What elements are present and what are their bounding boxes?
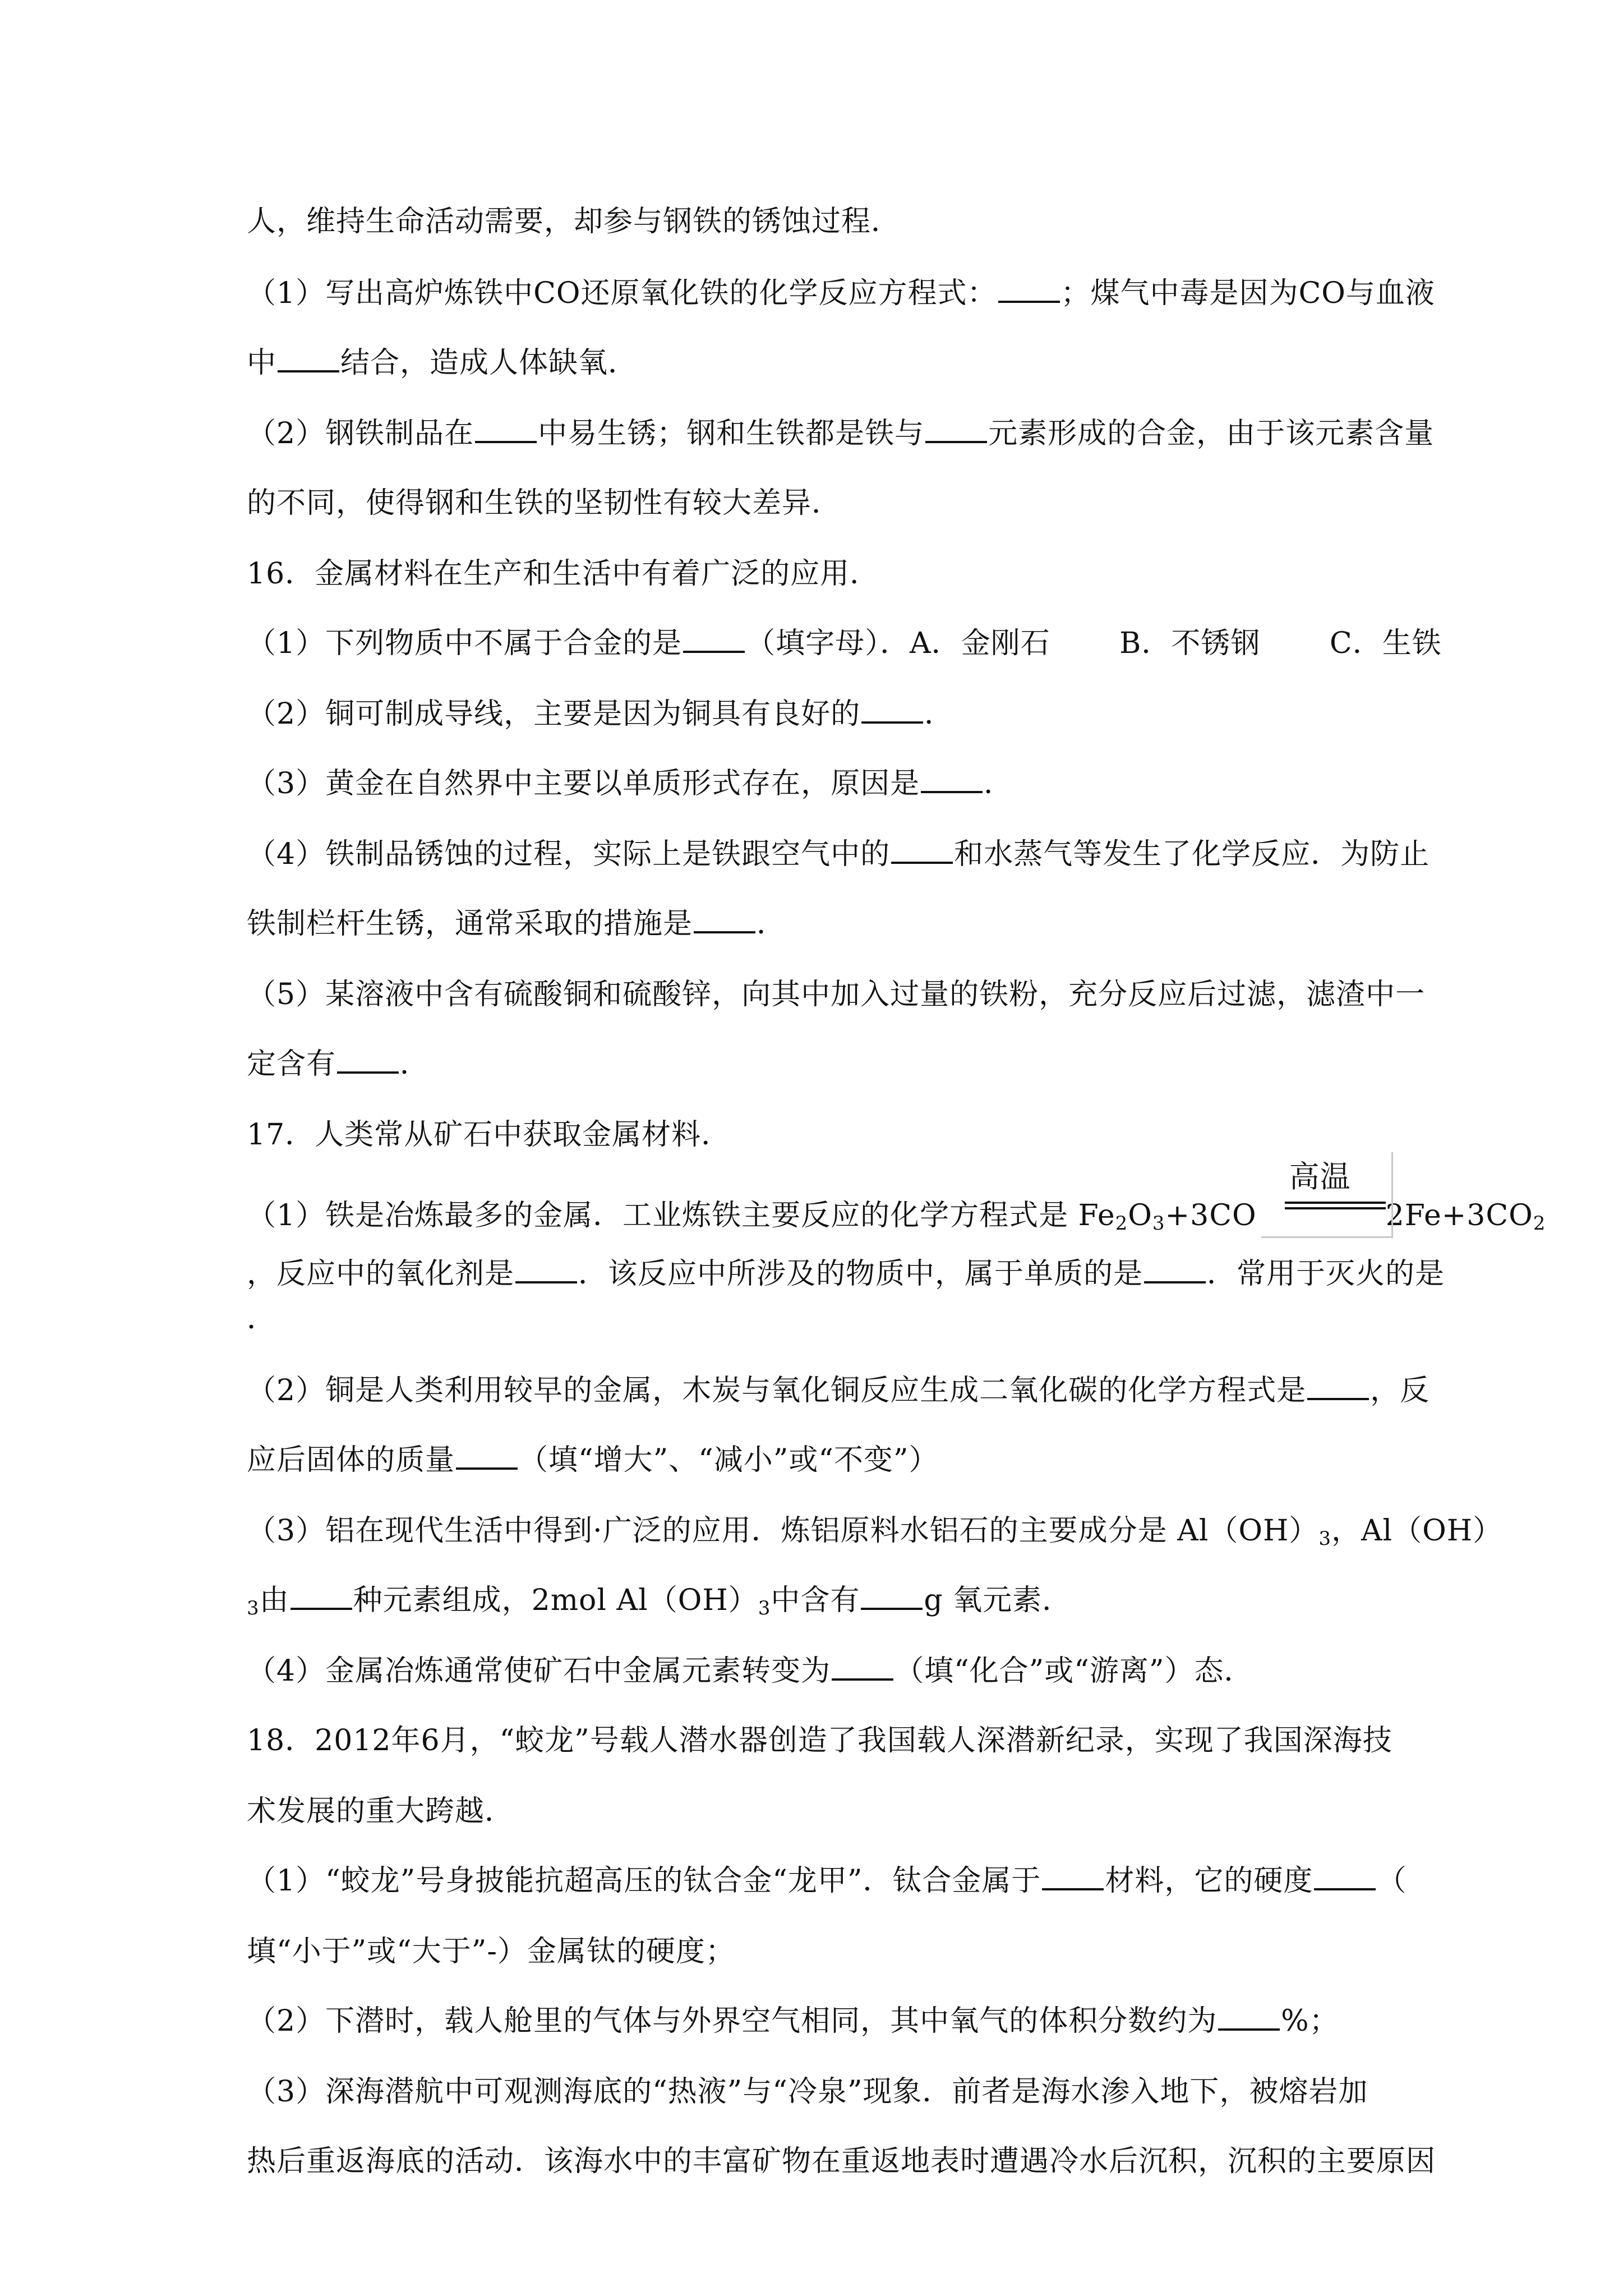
text-line bbox=[247, 274, 1435, 313]
condition-label: 高温 bbox=[1289, 1159, 1351, 1194]
answer-blank[interactable] bbox=[515, 1259, 577, 1283]
text: 中 bbox=[247, 346, 277, 380]
text: （填“增大”、“减小”或“不变”） bbox=[519, 1443, 939, 1477]
text: ． bbox=[757, 907, 787, 941]
text-line bbox=[247, 484, 1391, 523]
text: 术发展的重大跨越． bbox=[247, 1795, 515, 1828]
text-line bbox=[247, 202, 1391, 241]
text-line bbox=[247, 2142, 1436, 2181]
answer-blank[interactable] bbox=[891, 839, 953, 864]
text: 的不同，使得钢和生铁的坚韧性有较大差异． bbox=[247, 486, 842, 520]
answer-blank[interactable] bbox=[475, 418, 537, 443]
answer-blank[interactable] bbox=[1042, 1866, 1104, 1890]
answer-blank[interactable] bbox=[1144, 1259, 1206, 1283]
answer-blank[interactable] bbox=[291, 1585, 352, 1610]
text: （3）深海潜航中可观测海底的“热液”与“冷泉”现象．前者是海水渗入地下，被熔岩加 bbox=[247, 2075, 1368, 2109]
answer-blank[interactable] bbox=[998, 278, 1060, 303]
subscript: 3 bbox=[1152, 1212, 1165, 1235]
text: （2）铜可制成导线，主要是因为铜具有良好的 bbox=[247, 697, 861, 731]
text: （ bbox=[1377, 1864, 1407, 1898]
text: O bbox=[1128, 1199, 1152, 1232]
text: 2Fe+3CO bbox=[1385, 1199, 1533, 1232]
text-line bbox=[247, 343, 1391, 383]
text: （2）铜是人类利用较早的金属，木炭与氧化铜反应生成二氧化碳的化学方程式是 bbox=[247, 1374, 1307, 1407]
answer-blank[interactable] bbox=[861, 1585, 923, 1610]
text: 和水蒸气等发生了化学反应．为防止 bbox=[954, 838, 1430, 871]
answer-blank[interactable] bbox=[861, 699, 923, 724]
text: 定含有 bbox=[247, 1047, 336, 1081]
text: ．常用于灭火的是 bbox=[1207, 1257, 1445, 1291]
answer-blank[interactable] bbox=[1218, 2006, 1280, 2031]
text: ，反 bbox=[1370, 1374, 1430, 1407]
text: （1）铁是冶炼最多的金属．工业炼铁主要反应的化学方程式是 Fe bbox=[247, 1199, 1115, 1232]
text: （填“化合”或“游离”）态． bbox=[895, 1654, 1254, 1688]
answer-blank[interactable] bbox=[921, 769, 983, 793]
equals-bar bbox=[1285, 1202, 1386, 1204]
text-line bbox=[247, 1792, 1391, 1831]
text: ． bbox=[924, 697, 955, 731]
answer-blank[interactable] bbox=[456, 1445, 518, 1470]
text-line bbox=[247, 1581, 1391, 1620]
text-line bbox=[247, 1932, 1391, 1971]
equation-line bbox=[247, 1159, 1546, 1235]
text-line bbox=[247, 1861, 1407, 1901]
text: 结合，造成人体缺氧． bbox=[340, 346, 638, 380]
answer-blank[interactable] bbox=[278, 348, 339, 372]
text-line bbox=[247, 1651, 1391, 1691]
text: （3）铝在现代生活中得到·广泛的应用．炼铝原料水铝石的主要成分是 Al（OH） bbox=[247, 1514, 1319, 1548]
text: （3）黄金在自然界中主要以单质形式存在，原因是 bbox=[247, 767, 920, 800]
text: 种元素组成，2mol Al（OH） bbox=[353, 1584, 758, 1617]
text: 18．2012年6月，“蛟龙”号载人潜水器创造了我国载人深潜新纪录，实现了我国深海技 bbox=[247, 1724, 1393, 1757]
text: %； bbox=[1281, 2004, 1339, 2038]
text: （4）铁制品锈蚀的过程，实际上是铁跟空气中的 bbox=[247, 838, 891, 871]
text: ，Al（OH） bbox=[1331, 1514, 1503, 1548]
text: （1）写出高炉炼铁中CO还原氧化铁的化学反应方程式： bbox=[247, 277, 997, 310]
text-line bbox=[247, 694, 1391, 734]
text: ；煤气中毒是因为CO与血液 bbox=[1061, 277, 1435, 310]
subscript: 3 bbox=[758, 1597, 771, 1619]
text-line bbox=[247, 1511, 1503, 1550]
answer-blank[interactable] bbox=[925, 418, 987, 443]
text: g 氧元素． bbox=[924, 1584, 1072, 1617]
text-line bbox=[247, 904, 1391, 944]
text: 元素形成的合金，由于该元素含量 bbox=[988, 417, 1435, 450]
text: 热后重返海底的活动．该海水中的丰富矿物在重返地表时遭遇冷水后沉积，沉积的主要原因 bbox=[247, 2145, 1436, 2178]
answer-blank[interactable] bbox=[832, 1656, 893, 1681]
text-line bbox=[247, 1441, 1391, 1480]
answer-blank[interactable] bbox=[337, 1049, 399, 1074]
answer-blank[interactable] bbox=[1307, 1375, 1369, 1400]
text: 填“小于”或“大于”‐）金属钛的硬度； bbox=[247, 1935, 735, 1968]
subscript: 3 bbox=[247, 1597, 260, 1619]
text: （2）下潜时，载人舱里的气体与外界空气相同，其中氧气的体积分数约为 bbox=[247, 2004, 1218, 2038]
text: 由 bbox=[259, 1584, 289, 1617]
text: （填字母）．A．金刚石 B．不锈钢 C．生铁 bbox=[746, 627, 1442, 660]
question-heading bbox=[247, 554, 1391, 593]
reaction-condition bbox=[1257, 1159, 1386, 1225]
text-line bbox=[247, 764, 1391, 803]
text: （2）钢铁制品在 bbox=[247, 417, 474, 450]
text-line bbox=[247, 624, 1442, 663]
text: ，反应中的氧化剂是 bbox=[247, 1257, 515, 1291]
text-line bbox=[247, 414, 1435, 453]
text: 材料，它的硬度 bbox=[1105, 1864, 1313, 1898]
text-line bbox=[247, 1045, 1391, 1084]
subscript: 2 bbox=[1533, 1212, 1546, 1235]
subscript: 2 bbox=[1115, 1212, 1128, 1235]
answer-blank[interactable] bbox=[1314, 1866, 1376, 1890]
text-line bbox=[247, 2072, 1391, 2111]
text: ．该反应中所涉及的物质中，属于单质的是 bbox=[578, 1257, 1144, 1291]
text: 铁制栏杆生锈，通常采取的措施是 bbox=[247, 907, 693, 941]
text: +3CO bbox=[1165, 1199, 1257, 1232]
question-heading bbox=[247, 1721, 1391, 1760]
text-line bbox=[247, 835, 1430, 874]
text: ． bbox=[247, 1302, 277, 1336]
text: 17．人类常从矿石中获取金属材料． bbox=[247, 1118, 731, 1152]
text-line bbox=[247, 2001, 1391, 2041]
text: ． bbox=[400, 1047, 430, 1081]
text: ． bbox=[984, 767, 1014, 800]
text: 应后固体的质量 bbox=[247, 1443, 455, 1477]
answer-blank[interactable] bbox=[694, 909, 755, 933]
question-heading bbox=[247, 1115, 1391, 1154]
text-line bbox=[247, 975, 1426, 1014]
equals-bar bbox=[1285, 1207, 1386, 1209]
text-line bbox=[247, 1371, 1430, 1410]
text: （4）金属冶炼通常使矿石中金属元素转变为 bbox=[247, 1654, 831, 1688]
text: 人，维持生命活动需要，却参与钢铁的锈蚀过程． bbox=[247, 205, 901, 238]
text: 中含有 bbox=[771, 1584, 860, 1617]
text: （1）下列物质中不属于合金的是 bbox=[247, 627, 683, 660]
text: （1）“蛟龙”号身披能抗超高压的钛合金“龙甲”．钛合金属于 bbox=[247, 1864, 1041, 1898]
text-line bbox=[247, 1254, 1445, 1294]
text: （5）某溶液中含有硫酸铜和硫酸锌，向其中加入过量的铁粉，充分反应后过滤，滤渣中一 bbox=[247, 978, 1426, 1011]
subscript: 3 bbox=[1318, 1527, 1331, 1550]
text: 中易生锈；钢和生铁都是铁与 bbox=[538, 417, 925, 450]
text: 16．金属材料在生产和生活中有着广泛的应用． bbox=[247, 557, 880, 591]
answer-blank[interactable] bbox=[683, 628, 745, 653]
text-line bbox=[247, 1299, 1391, 1338]
